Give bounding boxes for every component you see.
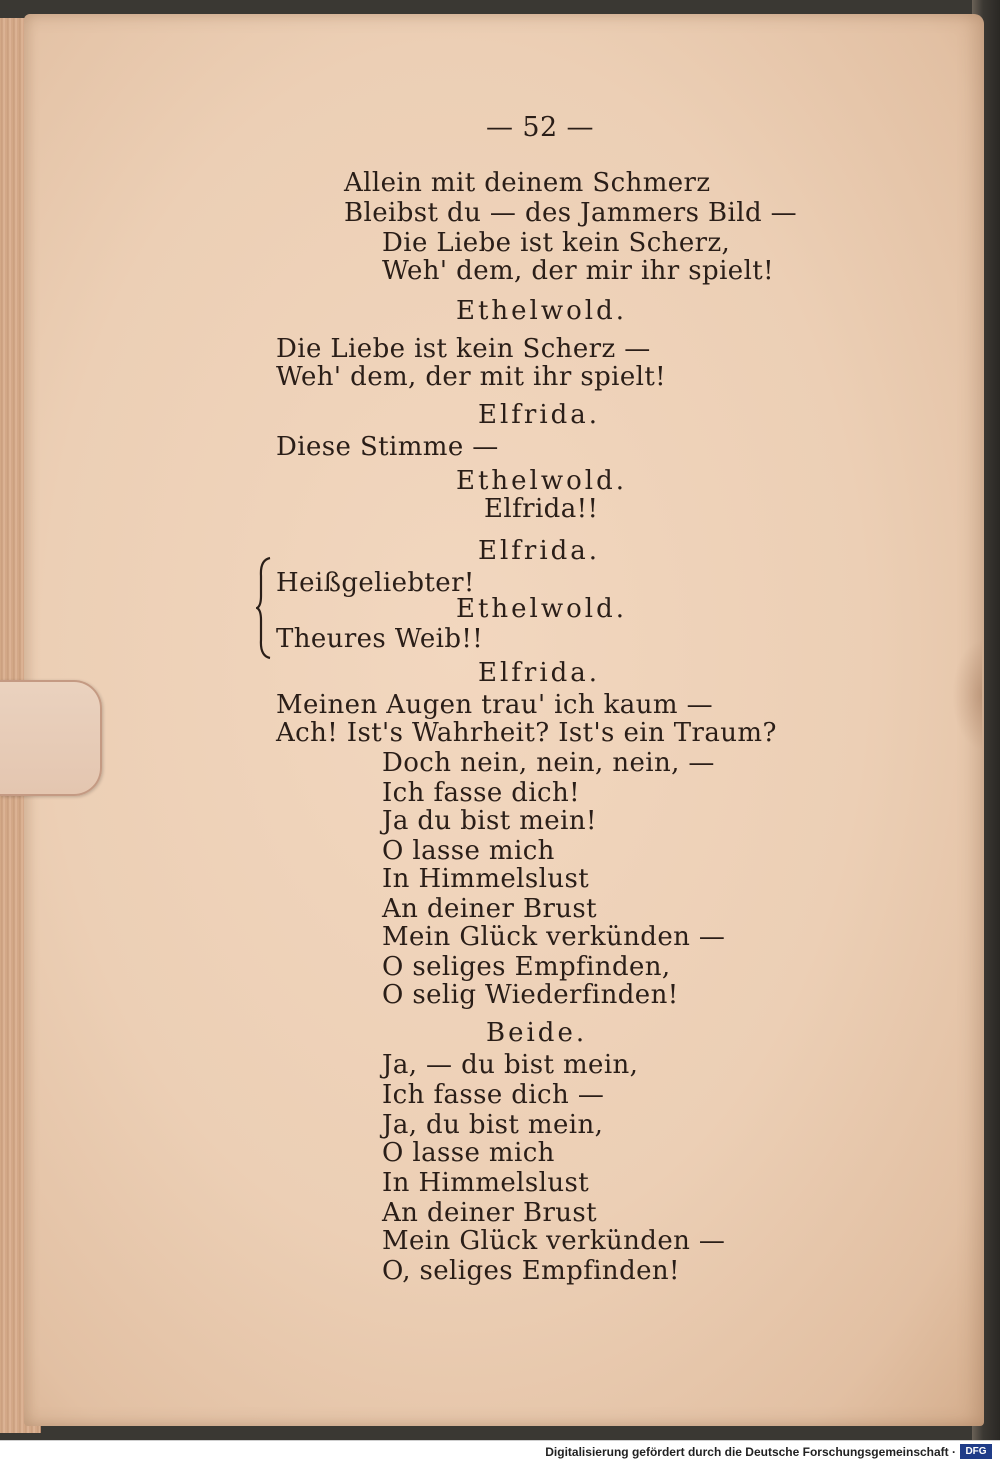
verse-line: O, seliges Empfinden! bbox=[382, 1256, 680, 1286]
verse-line: Ja du bist mein! bbox=[382, 806, 597, 836]
verse-line: Diese Stimme — bbox=[276, 432, 499, 462]
speaker-name: Elfrida. bbox=[478, 400, 601, 430]
verse-line: Ja, — du bist mein, bbox=[382, 1050, 639, 1080]
speaker-name: Ethelwold. bbox=[456, 296, 628, 326]
verse-line: Mein Glück verkünden — bbox=[382, 922, 726, 952]
speaker-name: Elfrida. bbox=[478, 536, 601, 566]
speaker-name: Ethelwold. bbox=[456, 594, 628, 624]
verse-line: O seliges Empfinden, bbox=[382, 952, 671, 982]
speaker-name: Elfrida. bbox=[478, 658, 601, 688]
verse-line: Allein mit deinem Schmerz bbox=[344, 168, 711, 198]
footer-bar bbox=[0, 1440, 1000, 1463]
verse-line: An deiner Brust bbox=[382, 1198, 598, 1228]
verse-line: Ich fasse dich! bbox=[382, 778, 581, 808]
bookmark-strip bbox=[0, 680, 102, 796]
verse-line: Die Liebe ist kein Scherz, bbox=[382, 228, 731, 258]
verse-line: Ich fasse dich — bbox=[382, 1080, 605, 1110]
verse-line: In Himmelslust bbox=[382, 1168, 590, 1198]
page-stain bbox=[952, 640, 982, 750]
page-number: — 52 — bbox=[486, 112, 594, 143]
verse-line: Mein Glück verkünden — bbox=[382, 1226, 726, 1256]
verse-line: Bleibst du — des Jammers Bild — bbox=[344, 198, 798, 228]
verse-line: Ach! Ist's Wahrheit? Ist's ein Traum? bbox=[276, 718, 777, 748]
verse-line: An deiner Brust bbox=[382, 894, 598, 924]
verse-line: Doch nein, nein, nein, — bbox=[382, 748, 715, 778]
verse-line: Die Liebe ist kein Scherz — bbox=[276, 334, 651, 364]
verse-line: Theures Weib!! bbox=[276, 624, 484, 654]
verse-line: O lasse mich bbox=[382, 836, 555, 866]
verse-line: Elfrida!! bbox=[484, 494, 599, 524]
dfg-logo: DFG bbox=[960, 1444, 992, 1459]
verse-line: Weh' dem, der mit ihr spielt! bbox=[276, 362, 667, 392]
verse-line: Meinen Augen trau' ich kaum — bbox=[276, 690, 713, 720]
verse-line: Weh' dem, der mir ihr spielt! bbox=[382, 256, 775, 286]
speaker-name: Ethelwold. bbox=[456, 466, 628, 496]
footer-credit: Digitalisierung gefördert durch die Deutsche Forschungsgemeinschaft · bbox=[545, 1445, 956, 1459]
verse-line: In Himmelslust bbox=[382, 864, 590, 894]
verse-line: O selig Wiederfinden! bbox=[382, 980, 679, 1010]
brace-mark bbox=[256, 556, 272, 660]
verse-line: Ja, du bist mein, bbox=[382, 1110, 604, 1140]
verse-line: Heißgeliebter! bbox=[276, 568, 475, 598]
verse-line: O lasse mich bbox=[382, 1138, 555, 1168]
speaker-name: Beide. bbox=[486, 1018, 588, 1048]
